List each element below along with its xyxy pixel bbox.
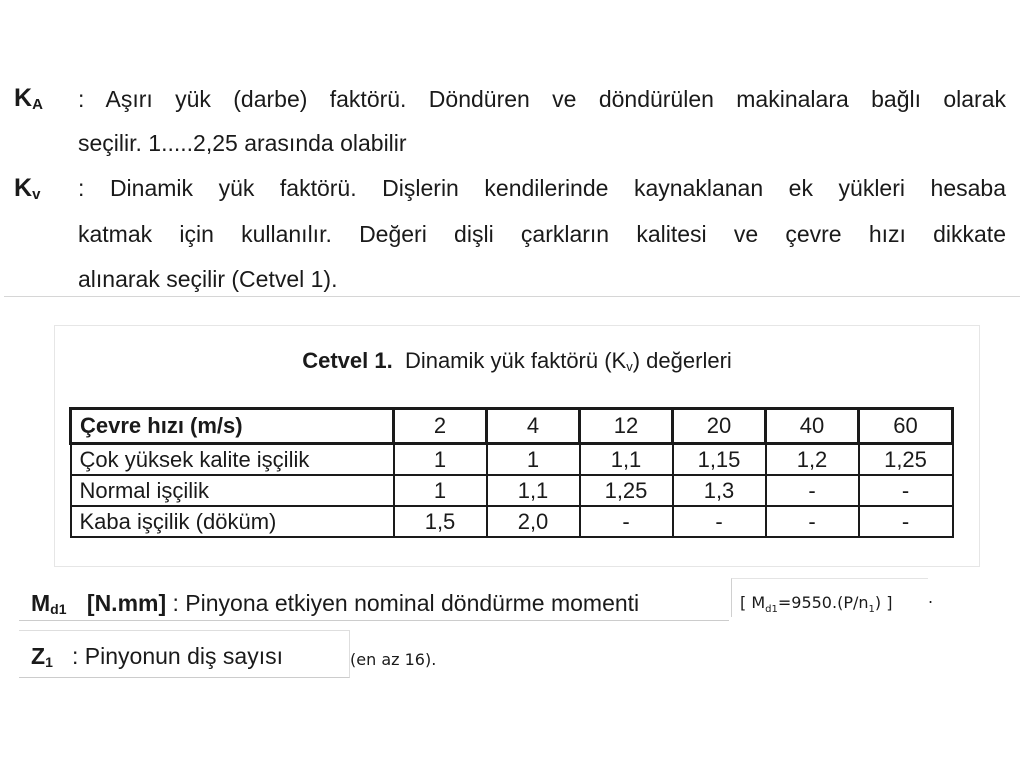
table-cell: - [859, 506, 953, 537]
table-title-text: Dinamik yük faktörü (K [404, 348, 627, 373]
table-cell: - [766, 475, 859, 506]
table-cell: 1 [394, 475, 487, 506]
row-label: Normal işçilik [71, 475, 394, 506]
md1-symbol: $M_{d1}$ [31, 590, 67, 617]
table-cell: 1,3 [673, 475, 766, 506]
table-cell: 1,25 [859, 444, 953, 476]
table-cell: 1 [394, 444, 487, 476]
table-cell: 2,0 [487, 506, 580, 537]
table-cell: 1,15 [673, 444, 766, 476]
table-cell: 1,2 [766, 444, 859, 476]
md1-unit: [N.mm] [86, 590, 167, 616]
z1-symbol: $Z_1$ [31, 643, 53, 670]
kv-definition-line3: alınarak seçilir (Cetvel 1). [78, 266, 338, 292]
z1-text [31, 643, 283, 670]
table-cell: - [580, 506, 673, 537]
table-cell: 1,1 [580, 444, 673, 476]
header-speed: 40 [766, 409, 859, 444]
table-cell: - [859, 475, 953, 506]
table-title-sub: v [626, 359, 633, 374]
md1-formula [731, 578, 928, 617]
header-speed: 2 [394, 409, 487, 444]
table-row [71, 506, 953, 537]
table-title-end: ) değerleri [632, 348, 732, 373]
table-cell: 1,5 [394, 506, 487, 537]
ka-definition-line1: : Aşırı yük (darbe) faktörü. Döndüren ve döndürülen makinalara bağlı olarak [78, 86, 1006, 112]
table-cell: 1 [487, 444, 580, 476]
header-speed: 60 [859, 409, 953, 444]
ka-symbol: $K_A$ [14, 84, 43, 113]
cetvel-panel [54, 325, 980, 567]
row-label: Çok yüksek kalite işçilik [71, 444, 394, 476]
md1-text [31, 590, 639, 617]
definitions-block [4, 80, 1020, 297]
table-title-number: Cetvel 1. [302, 348, 393, 373]
md1-formula-text: [ $M_{d1}=9550.(P/n_1)$ ] [740, 593, 893, 616]
z1-definition [19, 630, 350, 678]
table-cell: 1,1 [487, 475, 580, 506]
z1-note: (en az 16). [350, 650, 437, 669]
ka-definition-line2: seçilir. 1.....2,25 arasında olabilir [78, 130, 407, 156]
kv-definition-line1: : Dinamik yük faktörü. Dişlerin kendilerinde kaynaklanan ek yükleri hesaba [78, 175, 1006, 201]
kv-definition-line2: katmak için kullanılır. Değeri dişli çarkların kalitesi ve çevre hızı dikkate [78, 221, 1006, 247]
table-header-row [71, 409, 953, 444]
table-title [55, 348, 979, 374]
header-speed: 20 [673, 409, 766, 444]
table-cell: 1,25 [580, 475, 673, 506]
kv-symbol: $K_v$ [14, 174, 41, 203]
md1-description: : Pinyona etkiyen nominal döndürme momenti [172, 590, 640, 616]
md1-definition [19, 576, 729, 621]
table-row [71, 444, 953, 476]
header-speed: 4 [487, 409, 580, 444]
header-label: Çevre hızı (m/s) [71, 409, 394, 444]
table-cell: - [673, 506, 766, 537]
z1-description: : Pinyonun diş sayısı [72, 643, 283, 669]
kv-table [69, 407, 954, 538]
table-cell: - [766, 506, 859, 537]
row-label: Kaba işçilik (döküm) [71, 506, 394, 537]
header-speed: 12 [580, 409, 673, 444]
table-row [71, 475, 953, 506]
md1-formula-dot: . [928, 588, 934, 607]
